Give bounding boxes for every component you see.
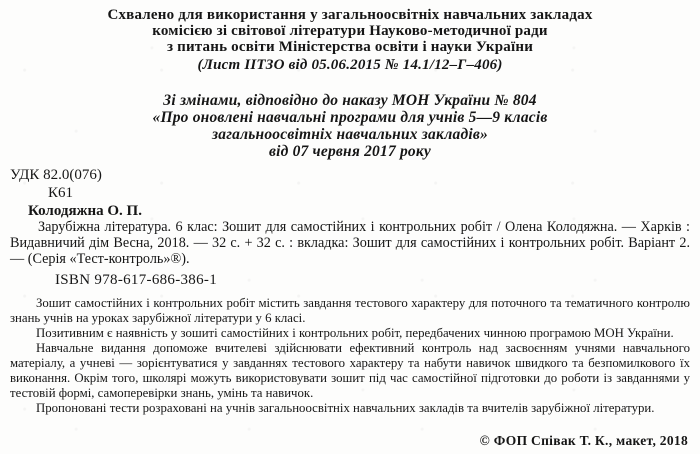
author-name: Колодяжна О. П. bbox=[28, 203, 142, 219]
amendment-line: загальноосвітніх навчальних закладів» bbox=[212, 126, 488, 143]
amendment-line: Зі змінами, відповідно до наказу МОН України № 804 bbox=[163, 92, 537, 109]
cataloging-block bbox=[10, 166, 690, 220]
udc-code: УДК 82.0(076) bbox=[10, 167, 102, 183]
bibliographic-description: Зарубіжна література. 6 клас: Зошит для самостійних і контрольних робіт / Олена Колодяжна. — Харків : Видавничий дім Весна, 2018. — 32 с. + 32 с. : вкладка: Зошит для самостійних і контрольних робіт. Варіант 2. — (Серія «Тест-контроль»®). bbox=[10, 219, 690, 267]
amendment-line: «Про оновлені навчальні програми для учнів 5—9 класів bbox=[152, 109, 548, 126]
annotation-paragraph: Зошит самостійних і контрольних робіт містить завдання тестового характеру для поточного та тематичного контролю знань учнів на уроках зарубіжної літератури у 6 класі. bbox=[10, 296, 690, 326]
annotation-paragraph: Пропоновані тести розраховані на учнів загальноосвітніх навчальних закладів та вчителів зарубіжної літератури. bbox=[36, 401, 655, 416]
isbn-number: ISBN 978-617-686-386-1 bbox=[55, 272, 218, 289]
approval-line: комісією зі світової літератури Науково-методичної ради bbox=[152, 23, 548, 39]
annotation-paragraph: Навчальне видання допоможе вчителеві здійснювати ефективний контроль над засвоєнням учнями навчального матеріалу, а учневі — зорієнтуватися у завданнях тестового характеру та набути навичок швидкого та безпомилкового їх виконання. Окрім того, школярі можуть використовувати зошит під час самостійної підготовки до роботи із завданнями у тестовій формі, самоперевірки знань, умінь та навичок. bbox=[10, 341, 690, 401]
amendment-order-block bbox=[10, 92, 690, 160]
approval-line: Схвалено для використання у загальноосвітніх навчальних закладах bbox=[107, 7, 593, 23]
annotation-paragraph: Позитивним є наявність у зошиті самостійних і контрольних робіт, передбачених чинною програмою МОН України. bbox=[36, 326, 674, 341]
author-code: К61 bbox=[48, 185, 74, 201]
copyright-notice: © ФОП Співак Т. К., макет, 2018 bbox=[479, 433, 688, 448]
approval-block bbox=[10, 7, 690, 73]
amendment-line: від 07 червня 2017 року bbox=[268, 143, 432, 160]
approval-letter-reference: (Лист ІІТЗО від 05.06.2015 № 14.1/12–Г–406) bbox=[197, 57, 503, 73]
approval-line: з питань освіти Міністерства освіти і науки України bbox=[166, 39, 534, 55]
annotation-block bbox=[10, 296, 690, 416]
